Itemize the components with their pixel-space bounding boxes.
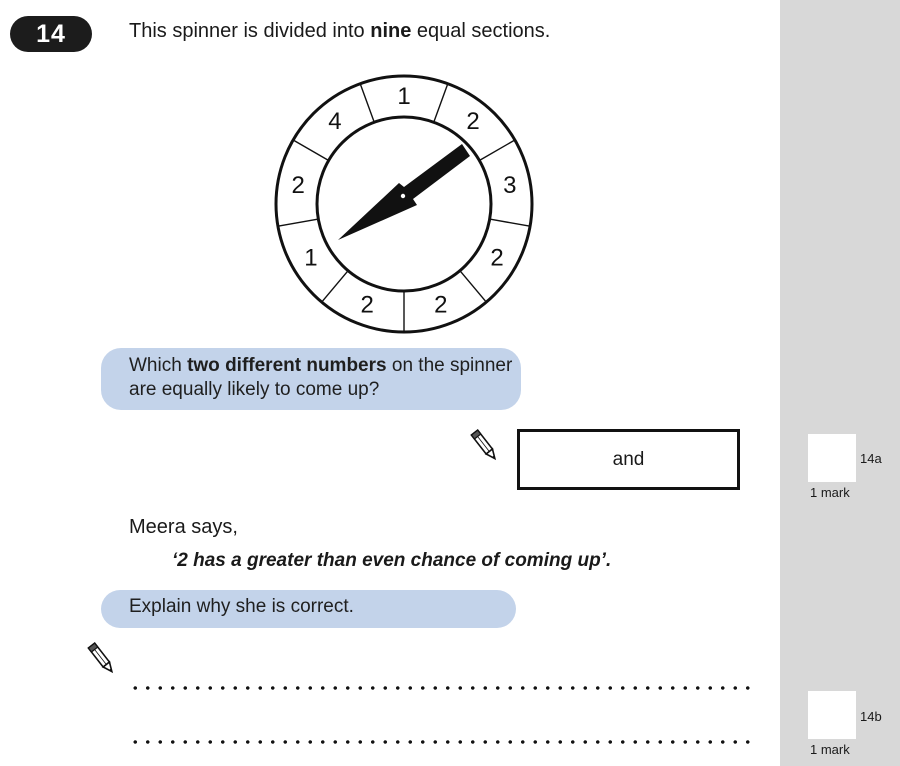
meera-quote: ‘2 has a greater than even chance of coming up’. bbox=[172, 550, 612, 571]
part-b-prompt-bubble bbox=[101, 590, 516, 628]
answer-line-2[interactable] bbox=[129, 740, 754, 744]
spinner-section-label: 2 bbox=[291, 171, 305, 199]
part-a-prompt-bubble bbox=[101, 348, 521, 410]
spinner-pivot bbox=[401, 194, 405, 198]
answer-joiner-and: and bbox=[612, 449, 645, 470]
spinner-section-label: 2 bbox=[434, 291, 448, 319]
pencil-icon bbox=[87, 641, 117, 677]
part-a-prompt-bold: two different numbers bbox=[187, 355, 387, 376]
mark-label-14b: 1 mark bbox=[810, 742, 850, 757]
part-a-prompt-start: Which bbox=[129, 355, 188, 376]
mark-box-14a bbox=[808, 434, 856, 482]
intro-text-start: This spinner is divided into bbox=[129, 20, 371, 42]
question-number-badge: 14 bbox=[10, 16, 92, 52]
spinner-section-label: 4 bbox=[328, 108, 342, 136]
spinner-section-label: 2 bbox=[466, 108, 480, 136]
mark-label-14a: 1 mark bbox=[810, 485, 850, 500]
meera-says-text: Meera says, bbox=[129, 516, 238, 538]
spinner-diagram bbox=[272, 72, 536, 336]
marking-margin bbox=[780, 0, 900, 766]
question-code-14b: 14b bbox=[860, 709, 882, 724]
spinner-section-label: 1 bbox=[304, 244, 318, 272]
question-intro bbox=[129, 20, 550, 43]
answer-box-14a[interactable] bbox=[517, 429, 740, 490]
part-a-prompt-end: on the spinner are equally likely to come up? bbox=[129, 355, 513, 400]
answer-line-1[interactable] bbox=[129, 686, 754, 690]
spinner-section-label: 3 bbox=[503, 171, 517, 199]
pencil-icon bbox=[470, 428, 500, 464]
spinner-section-label: 1 bbox=[397, 83, 411, 110]
intro-text-bold: nine bbox=[370, 20, 412, 42]
spinner-section-label: 2 bbox=[490, 244, 504, 272]
mark-box-14b bbox=[808, 691, 856, 739]
question-code-14a: 14a bbox=[860, 451, 882, 466]
spinner-section-label: 2 bbox=[360, 291, 374, 319]
part-b-prompt-text: Explain why she is correct. bbox=[129, 596, 354, 617]
intro-text-end: equal sections. bbox=[411, 20, 551, 42]
